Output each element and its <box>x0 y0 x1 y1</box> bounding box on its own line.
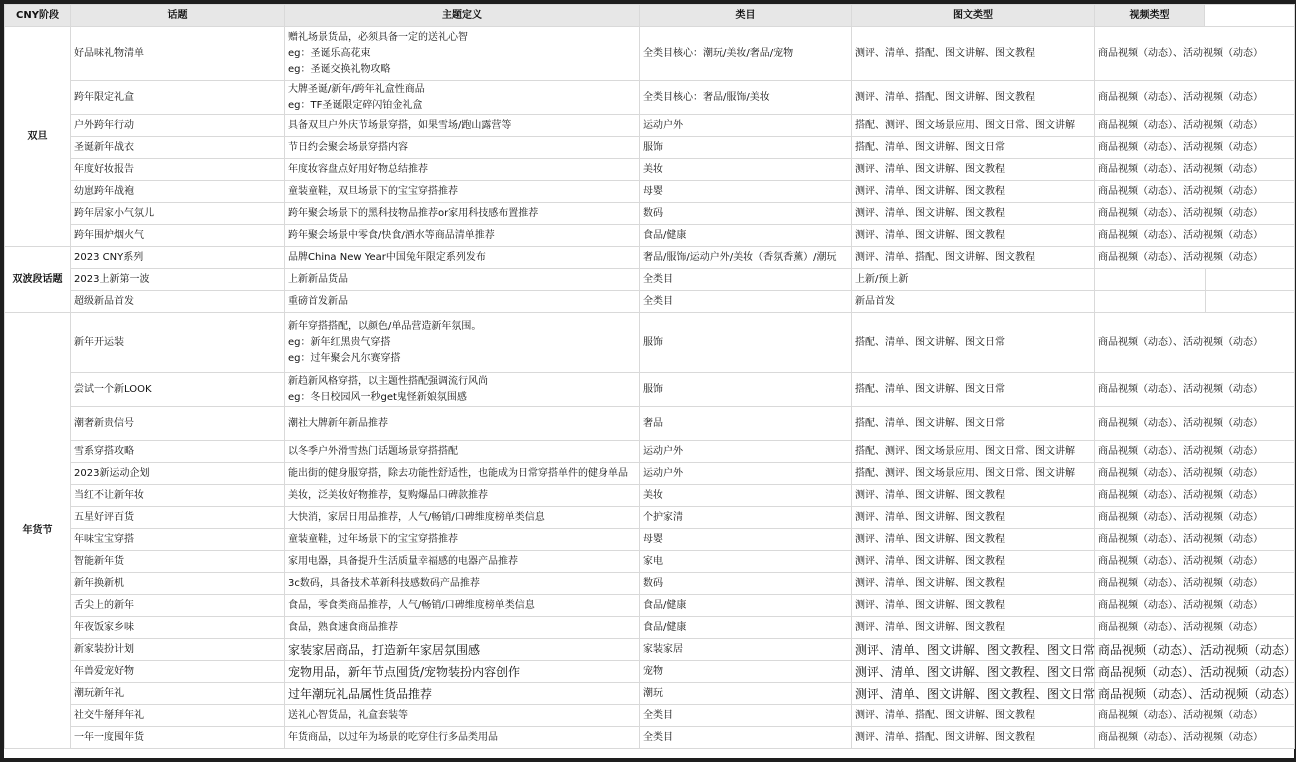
category-cell[interactable]: 美妆 <box>640 159 852 181</box>
image-type-cell[interactable]: 测评、清单、图文讲解、图文教程 <box>852 485 1095 507</box>
definition-cell[interactable] <box>285 313 640 373</box>
image-type-cell[interactable]: 测评、清单、图文讲解、图文教程 <box>852 529 1095 551</box>
video-type-cell[interactable]: 商品视频（动态）、活动视频（动态） <box>1095 485 1295 507</box>
table-row <box>5 115 1295 137</box>
definition-line: 宠物用品，新年节点囤货/宠物装扮内容创作 <box>288 664 521 679</box>
table-row <box>5 181 1295 203</box>
category-cell[interactable]: 全类目 <box>640 291 852 313</box>
definition-cell[interactable] <box>285 463 640 485</box>
table-row <box>5 683 1295 705</box>
topic-cell[interactable]: 年度好妆报告 <box>71 159 285 181</box>
image-type-cell[interactable]: 搭配、清单、图文讲解、图文日常 <box>852 137 1095 159</box>
definition-cell[interactable] <box>285 441 640 463</box>
definition-cell[interactable] <box>285 551 640 573</box>
table-row <box>5 407 1295 441</box>
category-cell[interactable]: 服饰 <box>640 373 852 407</box>
stage-cell[interactable]: 双旦 <box>5 27 71 247</box>
topic-cell[interactable]: 幼崽跨年战袍 <box>71 181 285 203</box>
definition-cell[interactable] <box>285 573 640 595</box>
definition-line: 家用电器，具备提升生活质量幸福感的电器产品推荐 <box>288 555 518 567</box>
header-definition[interactable]: 主题定义 <box>285 5 640 27</box>
video-type-cell[interactable]: 商品视频（动态）、活动视频（动态） <box>1095 507 1295 529</box>
video-type-cell[interactable]: 商品视频（动态）、活动视频（动态） <box>1095 573 1295 595</box>
image-type-cell[interactable]: 测评、清单、图文讲解、图文教程 <box>852 595 1095 617</box>
video-type-cell[interactable]: 商品视频（动态）、活动视频（动态） <box>1095 639 1295 661</box>
image-type-cell[interactable]: 搭配、测评、图文场景应用、图文日常、图文讲解 <box>852 463 1095 485</box>
header-image-type[interactable]: 图文类型 <box>852 5 1095 27</box>
definition-cell[interactable] <box>285 683 640 705</box>
topic-cell[interactable]: 新年开运装 <box>71 313 285 373</box>
topic-cell[interactable]: 跨年居家小气氛儿 <box>71 203 285 225</box>
definition-cell[interactable] <box>285 181 640 203</box>
topic-cell[interactable]: 智能新年货 <box>71 551 285 573</box>
image-type-cell[interactable]: 测评、清单、图文讲解、图文教程 <box>852 573 1095 595</box>
image-type-cell[interactable]: 测评、清单、搭配、图文讲解、图文教程 <box>852 81 1095 115</box>
topic-cell[interactable]: 超级新品首发 <box>71 291 285 313</box>
definition-cell[interactable] <box>285 115 640 137</box>
category-cell[interactable]: 家装家居 <box>640 639 852 661</box>
definition-line: 食品，熟食速食商品推荐 <box>288 621 398 633</box>
definition-cell[interactable] <box>285 661 640 683</box>
definition-line: 年货商品，以过年为场景的吃穿住行多品类用品 <box>288 731 498 743</box>
topic-cell[interactable]: 当红不让新年妆 <box>71 485 285 507</box>
definition-line: 送礼心智货品，礼盒套装等 <box>288 709 408 721</box>
video-type-cell[interactable]: 商品视频（动态）、活动视频（动态） <box>1095 595 1295 617</box>
header-empty-cell[interactable] <box>1205 5 1295 27</box>
category-cell[interactable]: 数码 <box>640 573 852 595</box>
video-type-cell[interactable]: 商品视频（动态）、活动视频（动态） <box>1095 551 1295 573</box>
topic-cell[interactable]: 五星好评百货 <box>71 507 285 529</box>
topic-cell[interactable]: 年兽爱宠好物 <box>71 661 285 683</box>
table-row <box>5 573 1295 595</box>
category-cell[interactable]: 食品/健康 <box>640 595 852 617</box>
definition-line: 新趋新风格穿搭，以主题性搭配强调流行风尚 <box>288 375 488 387</box>
category-cell[interactable]: 潮玩 <box>640 683 852 705</box>
topic-cell[interactable]: 好品味礼物清单 <box>71 27 285 81</box>
category-cell[interactable]: 运动户外 <box>640 463 852 485</box>
category-cell[interactable]: 运动户外 <box>640 115 852 137</box>
video-type-cell[interactable]: 商品视频（动态）、活动视频（动态） <box>1095 137 1295 159</box>
topic-cell[interactable]: 尝试一个新LOOK <box>71 373 285 407</box>
image-type-cell[interactable]: 搭配、清单、图文讲解、图文日常 <box>852 407 1095 441</box>
definition-line: 年度妆容盘点好用好物总结推荐 <box>288 163 428 175</box>
video-type-cell[interactable] <box>1095 269 1295 291</box>
video-type-cell[interactable]: 商品视频（动态）、活动视频（动态） <box>1095 727 1295 749</box>
topic-table <box>4 4 1295 749</box>
definition-cell[interactable] <box>285 269 640 291</box>
definition-cell[interactable] <box>285 203 640 225</box>
definition-line: eg：新年红黑贵气穿搭 <box>288 336 391 348</box>
definition-cell[interactable] <box>285 639 640 661</box>
image-type-cell[interactable]: 测评、清单、搭配、图文讲解、图文教程 <box>852 727 1095 749</box>
category-cell[interactable]: 母婴 <box>640 181 852 203</box>
definition-cell[interactable] <box>285 595 640 617</box>
category-cell[interactable]: 全类目核心：奢品/服饰/美妆 <box>640 81 852 115</box>
topic-cell[interactable]: 年夜饭家乡味 <box>71 617 285 639</box>
definition-line: eg：过年聚会凡尔赛穿搭 <box>288 352 401 364</box>
category-cell[interactable]: 食品/健康 <box>640 617 852 639</box>
table-row <box>5 373 1295 407</box>
topic-cell[interactable]: 2023 CNY系列 <box>71 247 285 269</box>
video-type-cell[interactable]: 商品视频（动态）、活动视频（动态） <box>1095 313 1295 373</box>
video-type-cell[interactable]: 商品视频（动态）、活动视频（动态） <box>1095 529 1295 551</box>
video-type-cell[interactable]: 商品视频（动态）、活动视频（动态） <box>1095 463 1295 485</box>
definition-cell[interactable] <box>285 507 640 529</box>
image-type-cell[interactable]: 测评、清单、图文讲解、图文教程、图文日常 <box>852 683 1095 705</box>
definition-line: eg：圣诞乐高花束 <box>288 47 371 59</box>
table-row <box>5 225 1295 247</box>
video-type-cell[interactable]: 商品视频（动态）、活动视频（动态） <box>1095 27 1295 81</box>
topic-cell[interactable]: 舌尖上的新年 <box>71 595 285 617</box>
spreadsheet <box>4 4 1294 758</box>
table-row <box>5 727 1295 749</box>
video-type-cell[interactable]: 商品视频（动态）、活动视频（动态） <box>1095 225 1295 247</box>
category-cell[interactable]: 数码 <box>640 203 852 225</box>
table-row <box>5 595 1295 617</box>
definition-line: 过年潮玩礼品属性货品推荐 <box>288 686 433 701</box>
table-row <box>5 507 1295 529</box>
video-type-cell[interactable]: 商品视频（动态）、活动视频（动态） <box>1095 81 1295 115</box>
table-row <box>5 639 1295 661</box>
video-type-cell[interactable]: 商品视频（动态）、活动视频（动态） <box>1095 115 1295 137</box>
category-cell[interactable]: 全类目 <box>640 269 852 291</box>
image-type-cell[interactable]: 测评、清单、图文讲解、图文教程 <box>852 507 1095 529</box>
table-row <box>5 485 1295 507</box>
table-row <box>5 529 1295 551</box>
header-topic[interactable]: 话题 <box>71 5 285 27</box>
table-row <box>5 617 1295 639</box>
image-type-cell[interactable]: 测评、清单、图文讲解、图文教程 <box>852 203 1095 225</box>
video-type-cell[interactable]: 商品视频（动态）、活动视频（动态） <box>1095 441 1295 463</box>
definition-line: 赠礼场景货品，必须具备一定的送礼心智 <box>288 31 468 43</box>
image-type-cell[interactable]: 测评、清单、搭配、图文讲解、图文教程 <box>852 705 1095 727</box>
table-row <box>5 441 1295 463</box>
video-type-cell[interactable]: 商品视频（动态）、活动视频（动态） <box>1095 617 1295 639</box>
category-cell[interactable]: 家电 <box>640 551 852 573</box>
image-type-cell[interactable]: 新品首发 <box>852 291 1095 313</box>
category-cell[interactable]: 美妆 <box>640 485 852 507</box>
table-row <box>5 463 1295 485</box>
video-type-cell[interactable]: 商品视频（动态）、活动视频（动态） <box>1095 661 1295 683</box>
video-type-cell[interactable]: 商品视频（动态）、活动视频（动态） <box>1095 203 1295 225</box>
video-type-cell[interactable]: 商品视频（动态）、活动视频（动态） <box>1095 705 1295 727</box>
topic-cell[interactable]: 社交牛掰拜年礼 <box>71 705 285 727</box>
definition-cell[interactable] <box>285 373 640 407</box>
table-row <box>5 661 1295 683</box>
header-category[interactable]: 类目 <box>640 5 852 27</box>
definition-line: 大快消，家居日用品推荐，人气/畅销/口碑维度榜单类信息 <box>288 511 545 523</box>
video-type-cell[interactable]: 商品视频（动态）、活动视频（动态） <box>1095 181 1295 203</box>
image-type-cell[interactable]: 搭配、测评、图文场景应用、图文日常、图文讲解 <box>852 115 1095 137</box>
table-row <box>5 247 1295 269</box>
category-cell[interactable]: 运动户外 <box>640 441 852 463</box>
definition-line: 品牌China New Year中国兔年限定系列发布 <box>288 251 486 263</box>
image-type-cell[interactable]: 测评、清单、图文讲解、图文教程、图文日常 <box>852 661 1095 683</box>
definition-line: 跨年聚会场景下的黑科技物品推荐or家用科技感布置推荐 <box>288 207 539 219</box>
topic-cell[interactable]: 一年一度囤年货 <box>71 727 285 749</box>
category-cell[interactable]: 宠物 <box>640 661 852 683</box>
video-type-cell[interactable] <box>1095 291 1295 313</box>
definition-line: 食品，零食类商品推荐，人气/畅销/口碑维度榜单类信息 <box>288 599 535 611</box>
image-type-cell[interactable]: 搭配、清单、图文讲解、图文日常 <box>852 373 1095 407</box>
definition-line: eg：圣诞交换礼物攻略 <box>288 63 391 75</box>
table-row <box>5 291 1295 313</box>
definition-line: 美妆，泛美妆好物推荐，复购爆品口碑款推荐 <box>288 489 488 501</box>
definition-cell[interactable] <box>285 137 640 159</box>
image-type-cell[interactable]: 测评、清单、图文讲解、图文教程、图文日常 <box>852 639 1095 661</box>
stage-cell[interactable]: 年货节 <box>5 313 71 749</box>
definition-line: 3c数码，具备技术革新科技感数码产品推荐 <box>288 577 480 589</box>
video-type-cell[interactable]: 商品视频（动态）、活动视频（动态） <box>1095 159 1295 181</box>
definition-line: 潮社大牌新年新品推荐 <box>288 417 388 429</box>
image-type-cell[interactable]: 测评、清单、图文讲解、图文教程 <box>852 551 1095 573</box>
definition-line: 以冬季户外滑雪热门话题场景穿搭搭配 <box>288 445 458 457</box>
image-type-cell[interactable]: 上新/预上新 <box>852 269 1095 291</box>
definition-cell[interactable] <box>285 485 640 507</box>
topic-cell[interactable]: 潮奢新贵信号 <box>71 407 285 441</box>
topic-cell[interactable]: 跨年限定礼盒 <box>71 81 285 115</box>
table-row <box>5 203 1295 225</box>
definition-cell[interactable] <box>285 291 640 313</box>
topic-cell[interactable]: 新家装扮计划 <box>71 639 285 661</box>
definition-line: 节日约会聚会场景穿搭内容 <box>288 141 408 153</box>
image-type-cell[interactable]: 测评、清单、搭配、图文讲解、图文教程 <box>852 27 1095 81</box>
image-type-cell[interactable]: 测评、清单、搭配、图文讲解、图文教程 <box>852 247 1095 269</box>
table-row <box>5 313 1295 373</box>
definition-cell[interactable] <box>285 81 640 115</box>
image-type-cell[interactable]: 搭配、测评、图文场景应用、图文日常、图文讲解 <box>852 441 1095 463</box>
definition-line: eg：TF圣诞限定碎闪铂金礼盒 <box>288 99 423 111</box>
definition-line: 新年穿搭搭配，以颜色/单品营造新年氛围。 <box>288 320 482 332</box>
header-row <box>5 5 1295 27</box>
definition-line: 重磅首发新品 <box>288 295 348 307</box>
table-row <box>5 81 1295 115</box>
definition-cell[interactable] <box>285 159 640 181</box>
table-body <box>5 27 1295 749</box>
topic-cell[interactable]: 户外跨年行动 <box>71 115 285 137</box>
table-row <box>5 551 1295 573</box>
category-cell[interactable]: 服饰 <box>640 137 852 159</box>
definition-cell[interactable] <box>285 247 640 269</box>
topic-cell[interactable]: 年味宝宝穿搭 <box>71 529 285 551</box>
topic-cell[interactable]: 跨年围炉烟火气 <box>71 225 285 247</box>
definition-cell[interactable] <box>285 705 640 727</box>
topic-cell[interactable]: 2023新运动企划 <box>71 463 285 485</box>
category-cell[interactable]: 全类目 <box>640 727 852 749</box>
category-cell[interactable]: 食品/健康 <box>640 225 852 247</box>
topic-cell[interactable]: 新年换新机 <box>71 573 285 595</box>
category-cell[interactable]: 母婴 <box>640 529 852 551</box>
topic-cell[interactable]: 雪系穿搭攻略 <box>71 441 285 463</box>
definition-line: 大牌圣诞/新年/跨年礼盒性商品 <box>288 83 425 95</box>
definition-cell[interactable] <box>285 529 640 551</box>
definition-line: 跨年聚会场景中零食/快食/酒水等商品清单推荐 <box>288 229 495 241</box>
table-row <box>5 137 1295 159</box>
definition-cell[interactable] <box>285 617 640 639</box>
topic-cell[interactable]: 2023上新第一波 <box>71 269 285 291</box>
header-stage[interactable]: CNY阶段 <box>5 5 71 27</box>
category-cell[interactable]: 个护家清 <box>640 507 852 529</box>
image-type-cell[interactable]: 测评、清单、图文讲解、图文教程 <box>852 181 1095 203</box>
topic-cell[interactable]: 潮玩新年礼 <box>71 683 285 705</box>
definition-line: 具备双旦户外庆节场景穿搭，如果雪场/跑山露营等 <box>288 119 512 131</box>
table-row <box>5 269 1295 291</box>
table-row <box>5 159 1295 181</box>
definition-cell[interactable] <box>285 225 640 247</box>
definition-line: 童装童鞋，过年场景下的宝宝穿搭推荐 <box>288 533 458 545</box>
category-cell[interactable]: 奢品 <box>640 407 852 441</box>
table-row <box>5 27 1295 81</box>
header-video-type[interactable]: 视频类型 <box>1095 5 1205 27</box>
definition-line: 童装童鞋，双旦场景下的宝宝穿搭推荐 <box>288 185 458 197</box>
category-cell[interactable]: 全类目 <box>640 705 852 727</box>
image-type-cell[interactable]: 测评、清单、图文讲解、图文教程 <box>852 617 1095 639</box>
video-type-cell[interactable]: 商品视频（动态）、活动视频（动态） <box>1095 247 1295 269</box>
table-row <box>5 705 1295 727</box>
category-cell[interactable]: 服饰 <box>640 313 852 373</box>
category-cell[interactable]: 奢品/服饰/运动户外/美妆（香氛香薰）/潮玩 <box>640 247 852 269</box>
video-type-cell[interactable]: 商品视频（动态）、活动视频（动态） <box>1095 373 1295 407</box>
definition-cell[interactable] <box>285 727 640 749</box>
definition-line: 上新新品货品 <box>288 273 348 285</box>
definition-line: 能出街的健身服穿搭，除去功能性舒适性，也能成为日常穿搭单件的健身单品 <box>288 467 628 479</box>
topic-cell[interactable]: 圣诞新年战衣 <box>71 137 285 159</box>
definition-cell[interactable] <box>285 27 640 81</box>
definition-line: 家装家居商品，打造新年家居氛围感 <box>288 642 481 657</box>
image-type-cell[interactable]: 搭配、清单、图文讲解、图文日常 <box>852 313 1095 373</box>
image-type-cell[interactable]: 测评、清单、图文讲解、图文教程 <box>852 225 1095 247</box>
image-type-cell[interactable]: 测评、清单、图文讲解、图文教程 <box>852 159 1095 181</box>
definition-line: eg：冬日校园风一秒get鬼怪新娘氛围感 <box>288 391 467 403</box>
definition-cell[interactable] <box>285 407 640 441</box>
video-type-cell[interactable]: 商品视频（动态）、活动视频（动态） <box>1095 683 1295 705</box>
video-type-cell[interactable]: 商品视频（动态）、活动视频（动态） <box>1095 407 1295 441</box>
category-cell[interactable]: 全类目核心：潮玩/美妆/奢品/宠物 <box>640 27 852 81</box>
stage-cell[interactable]: 双波段话题 <box>5 247 71 313</box>
